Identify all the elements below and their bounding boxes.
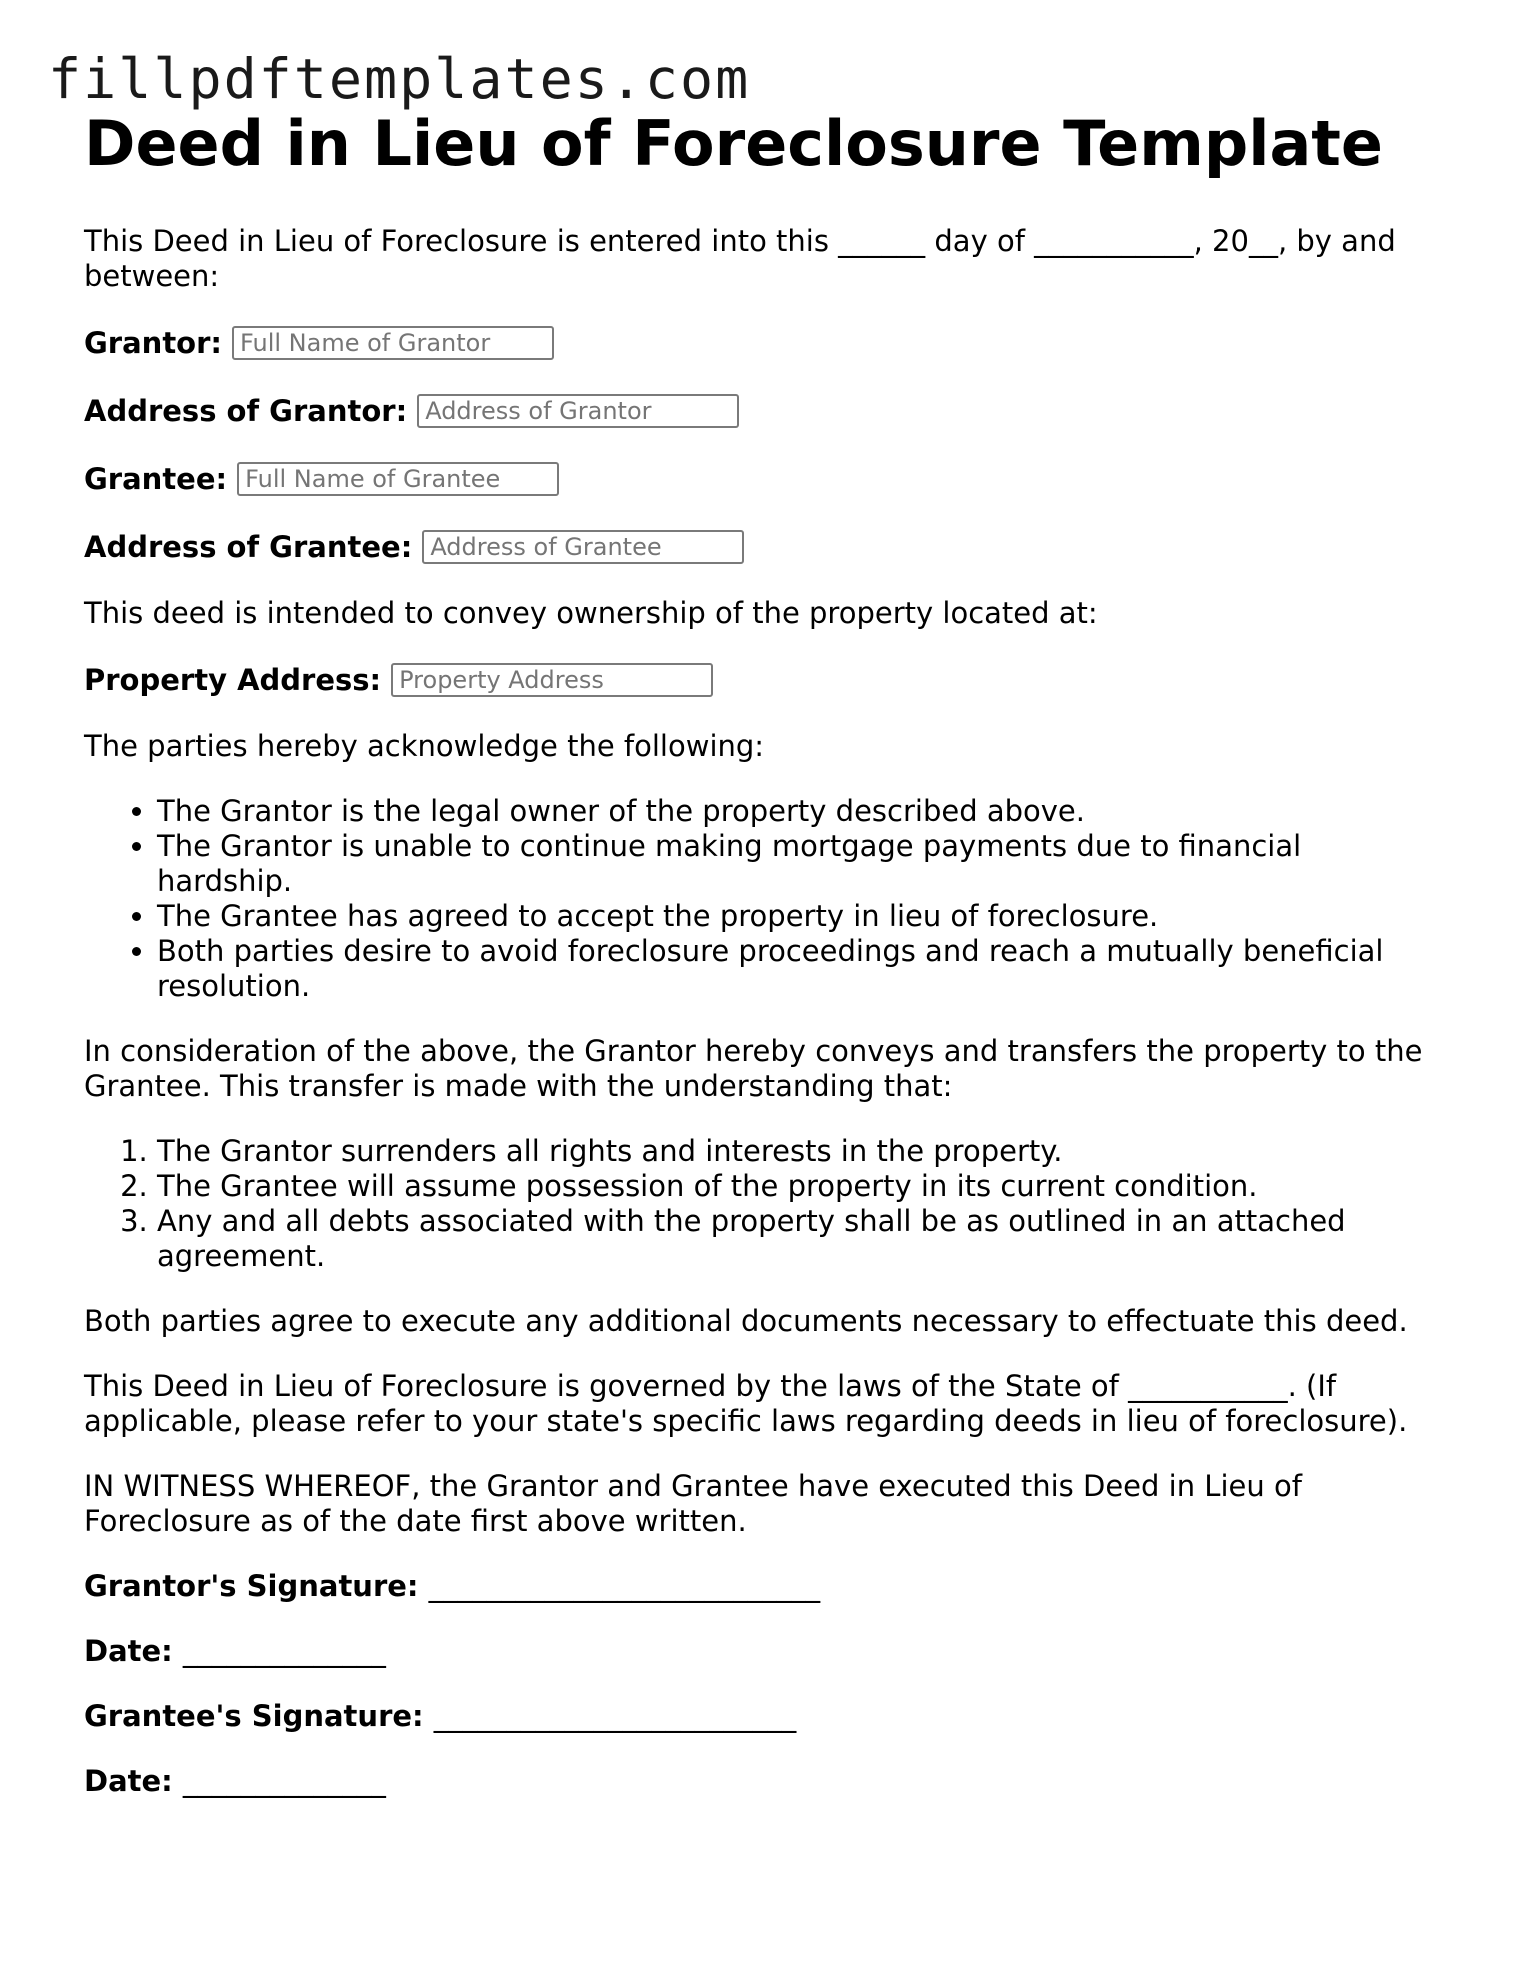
grantee-signature-label: Grantee's Signature:: [84, 1699, 434, 1733]
grantee-signature-row: [84, 1699, 1444, 1734]
governing-law-paragraph: This Deed in Lieu of Foreclosure is governed by the laws of the State of ___________. (If applicable, please refer to your state's specific laws regarding deeds in lieu of foreclosure).: [84, 1369, 1408, 1438]
property-address-field-row: [84, 661, 1444, 699]
list-item: • Both parties desire to avoid foreclosure proceedings and reach a mutually beneficial resolution.: [157, 934, 1444, 1004]
grantor-date-label: Date:: [84, 1634, 183, 1668]
grantor-label: Grantor:: [84, 325, 223, 360]
list-item: 1. The Grantor surrenders all rights and interests in the property.: [157, 1134, 1444, 1169]
document-title: Deed in Lieu of Foreclosure Template: [84, 107, 1383, 180]
acknowledgements-list: [84, 794, 1444, 1004]
site-watermark: fillpdftemplates.com: [48, 47, 751, 111]
grantor-date-row: [84, 1634, 1444, 1669]
grantor-address-field-row: [84, 392, 1444, 430]
grantor-signature-row: [84, 1569, 1444, 1604]
list-item: • The Grantor is unable to continue making mortgage payments due to financial hardship.: [157, 829, 1444, 899]
grantee-date-line[interactable]: ______________: [182, 1764, 386, 1798]
grantee-label: Grantee:: [84, 461, 228, 496]
grantee-name-input[interactable]: [237, 462, 559, 496]
property-address-label: Property Address:: [84, 662, 382, 697]
grantee-address-input[interactable]: [422, 530, 744, 564]
additional-documents-paragraph: Both parties agree to execute any additional documents necessary to effectuate this deed.: [84, 1304, 1408, 1338]
grantee-address-label: Address of Grantee:: [84, 529, 413, 564]
list-item: • The Grantee has agreed to accept the property in lieu of foreclosure.: [157, 899, 1444, 934]
grantee-date-row: [84, 1764, 1444, 1799]
witness-paragraph: IN WITNESS WHEREOF, the Grantor and Grantee have executed this Deed in Lieu of Foreclosure as of the date first above written.: [84, 1469, 1302, 1538]
grantor-signature-label: Grantor's Signature:: [84, 1569, 429, 1603]
intent-paragraph: This deed is intended to convey ownership of the property located at:: [84, 596, 1098, 630]
grantor-field-row: [84, 324, 1444, 362]
grantor-name-input[interactable]: [232, 326, 554, 360]
grantee-field-row: [84, 460, 1444, 498]
terms-list: [84, 1134, 1444, 1274]
property-address-input[interactable]: [391, 663, 713, 697]
grantor-signature-line[interactable]: ___________________________: [428, 1569, 821, 1603]
grantor-date-line[interactable]: ______________: [182, 1634, 386, 1668]
grantor-address-input[interactable]: [417, 394, 739, 428]
consideration-paragraph: In consideration of the above, the Grantor hereby conveys and transfers the property to the Grantee. This transfer is made with the understanding that:: [84, 1034, 1423, 1103]
list-item: • The Grantor is the legal owner of the property described above.: [157, 794, 1444, 829]
grantor-address-label: Address of Grantor:: [84, 393, 408, 428]
intro-paragraph: This Deed in Lieu of Foreclosure is entered into this ______ day of ___________, 20__, by and between:: [84, 224, 1396, 293]
list-item: 3. Any and all debts associated with the property shall be as outlined in an attached agreement.: [157, 1204, 1444, 1274]
document-page: [84, 104, 1444, 1799]
list-item: 2. The Grantee will assume possession of the property in its current condition.: [157, 1169, 1444, 1204]
grantee-date-label: Date:: [84, 1764, 183, 1798]
grantee-address-field-row: [84, 528, 1444, 566]
acknowledge-intro: The parties hereby acknowledge the following:: [84, 729, 765, 763]
grantee-signature-line[interactable]: _________________________: [433, 1699, 797, 1733]
